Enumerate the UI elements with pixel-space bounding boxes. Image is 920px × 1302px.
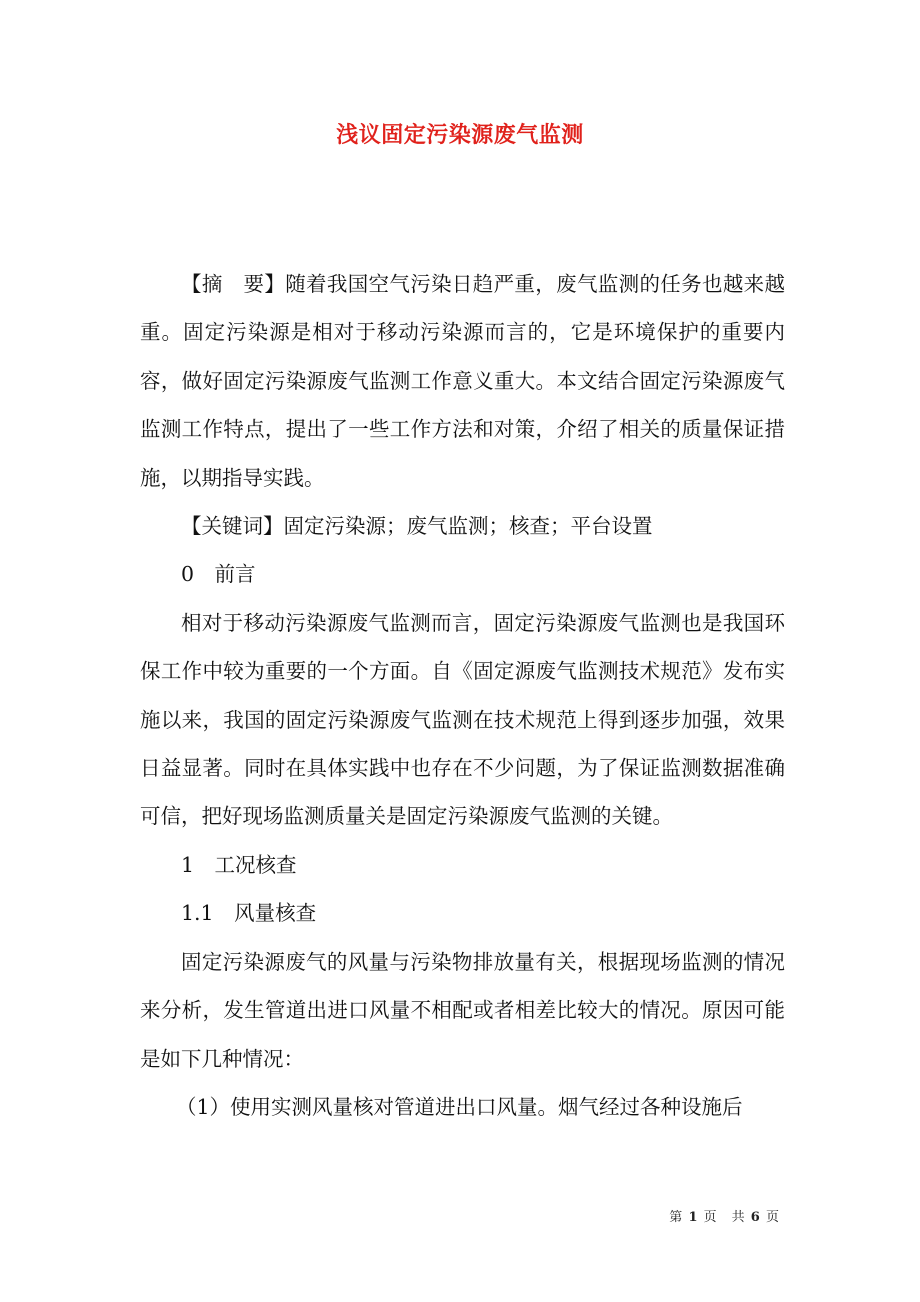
section-heading-condition-check: 1 工况核查 — [181, 852, 297, 877]
document-body — [140, 260, 785, 1131]
preface-paragraph: 相对于移动污染源废气监测而言，固定污染源废气监测也是我国环保工作中较为重要的一个方面。自《固定源废气监测技术规范》发布实施以来，我国的固定污染源废气监测在技术规范上得到逐步加强，效果日益显著。同时在具体实践中也存在不少问题，为了保证监测数据准确可信，把好现场监测质量关是固定污染源废气监测的关键。 — [140, 610, 785, 829]
current-page-number: 1 — [688, 1210, 699, 1225]
document-title: 浅议固定污染源废气监测 — [336, 122, 584, 148]
footer-prefix: 第 — [669, 1210, 684, 1225]
airflow-paragraph: 固定污染源废气的风量与污染物排放量有关，根据现场监测的情况来分析，发生管道出进口风量不相配或者相差比较大的情况。原因可能是如下几种情况： — [140, 949, 785, 1071]
total-page-count: 6 — [750, 1210, 761, 1225]
page-footer — [669, 1206, 780, 1225]
section-heading-preface: 0 前言 — [181, 562, 256, 587]
footer-middle: 页 共 — [703, 1210, 746, 1225]
footer-suffix: 页 — [765, 1210, 780, 1225]
subsection-heading-airflow-check: 1.1 风量核查 — [181, 901, 317, 926]
keywords-paragraph: 【关键词】固定污染源；废气监测；核查；平台设置 — [181, 514, 653, 539]
abstract-paragraph: 【摘 要】随着我国空气污染日趋严重，废气监测的任务也越来越重。固定污染源是相对于移动污染源而言的，它是环境保护的重要内容，做好固定污染源废气监测工作意义重大。本文结合固定污染源废气监测工作特点，提出了一些工作方法和对策，介绍了相关的质量保证措施，以期指导实践。 — [140, 272, 785, 490]
list-item: （1）使用实测风量核对管道进出口风量。烟气经过各种设施后 — [176, 1094, 743, 1119]
